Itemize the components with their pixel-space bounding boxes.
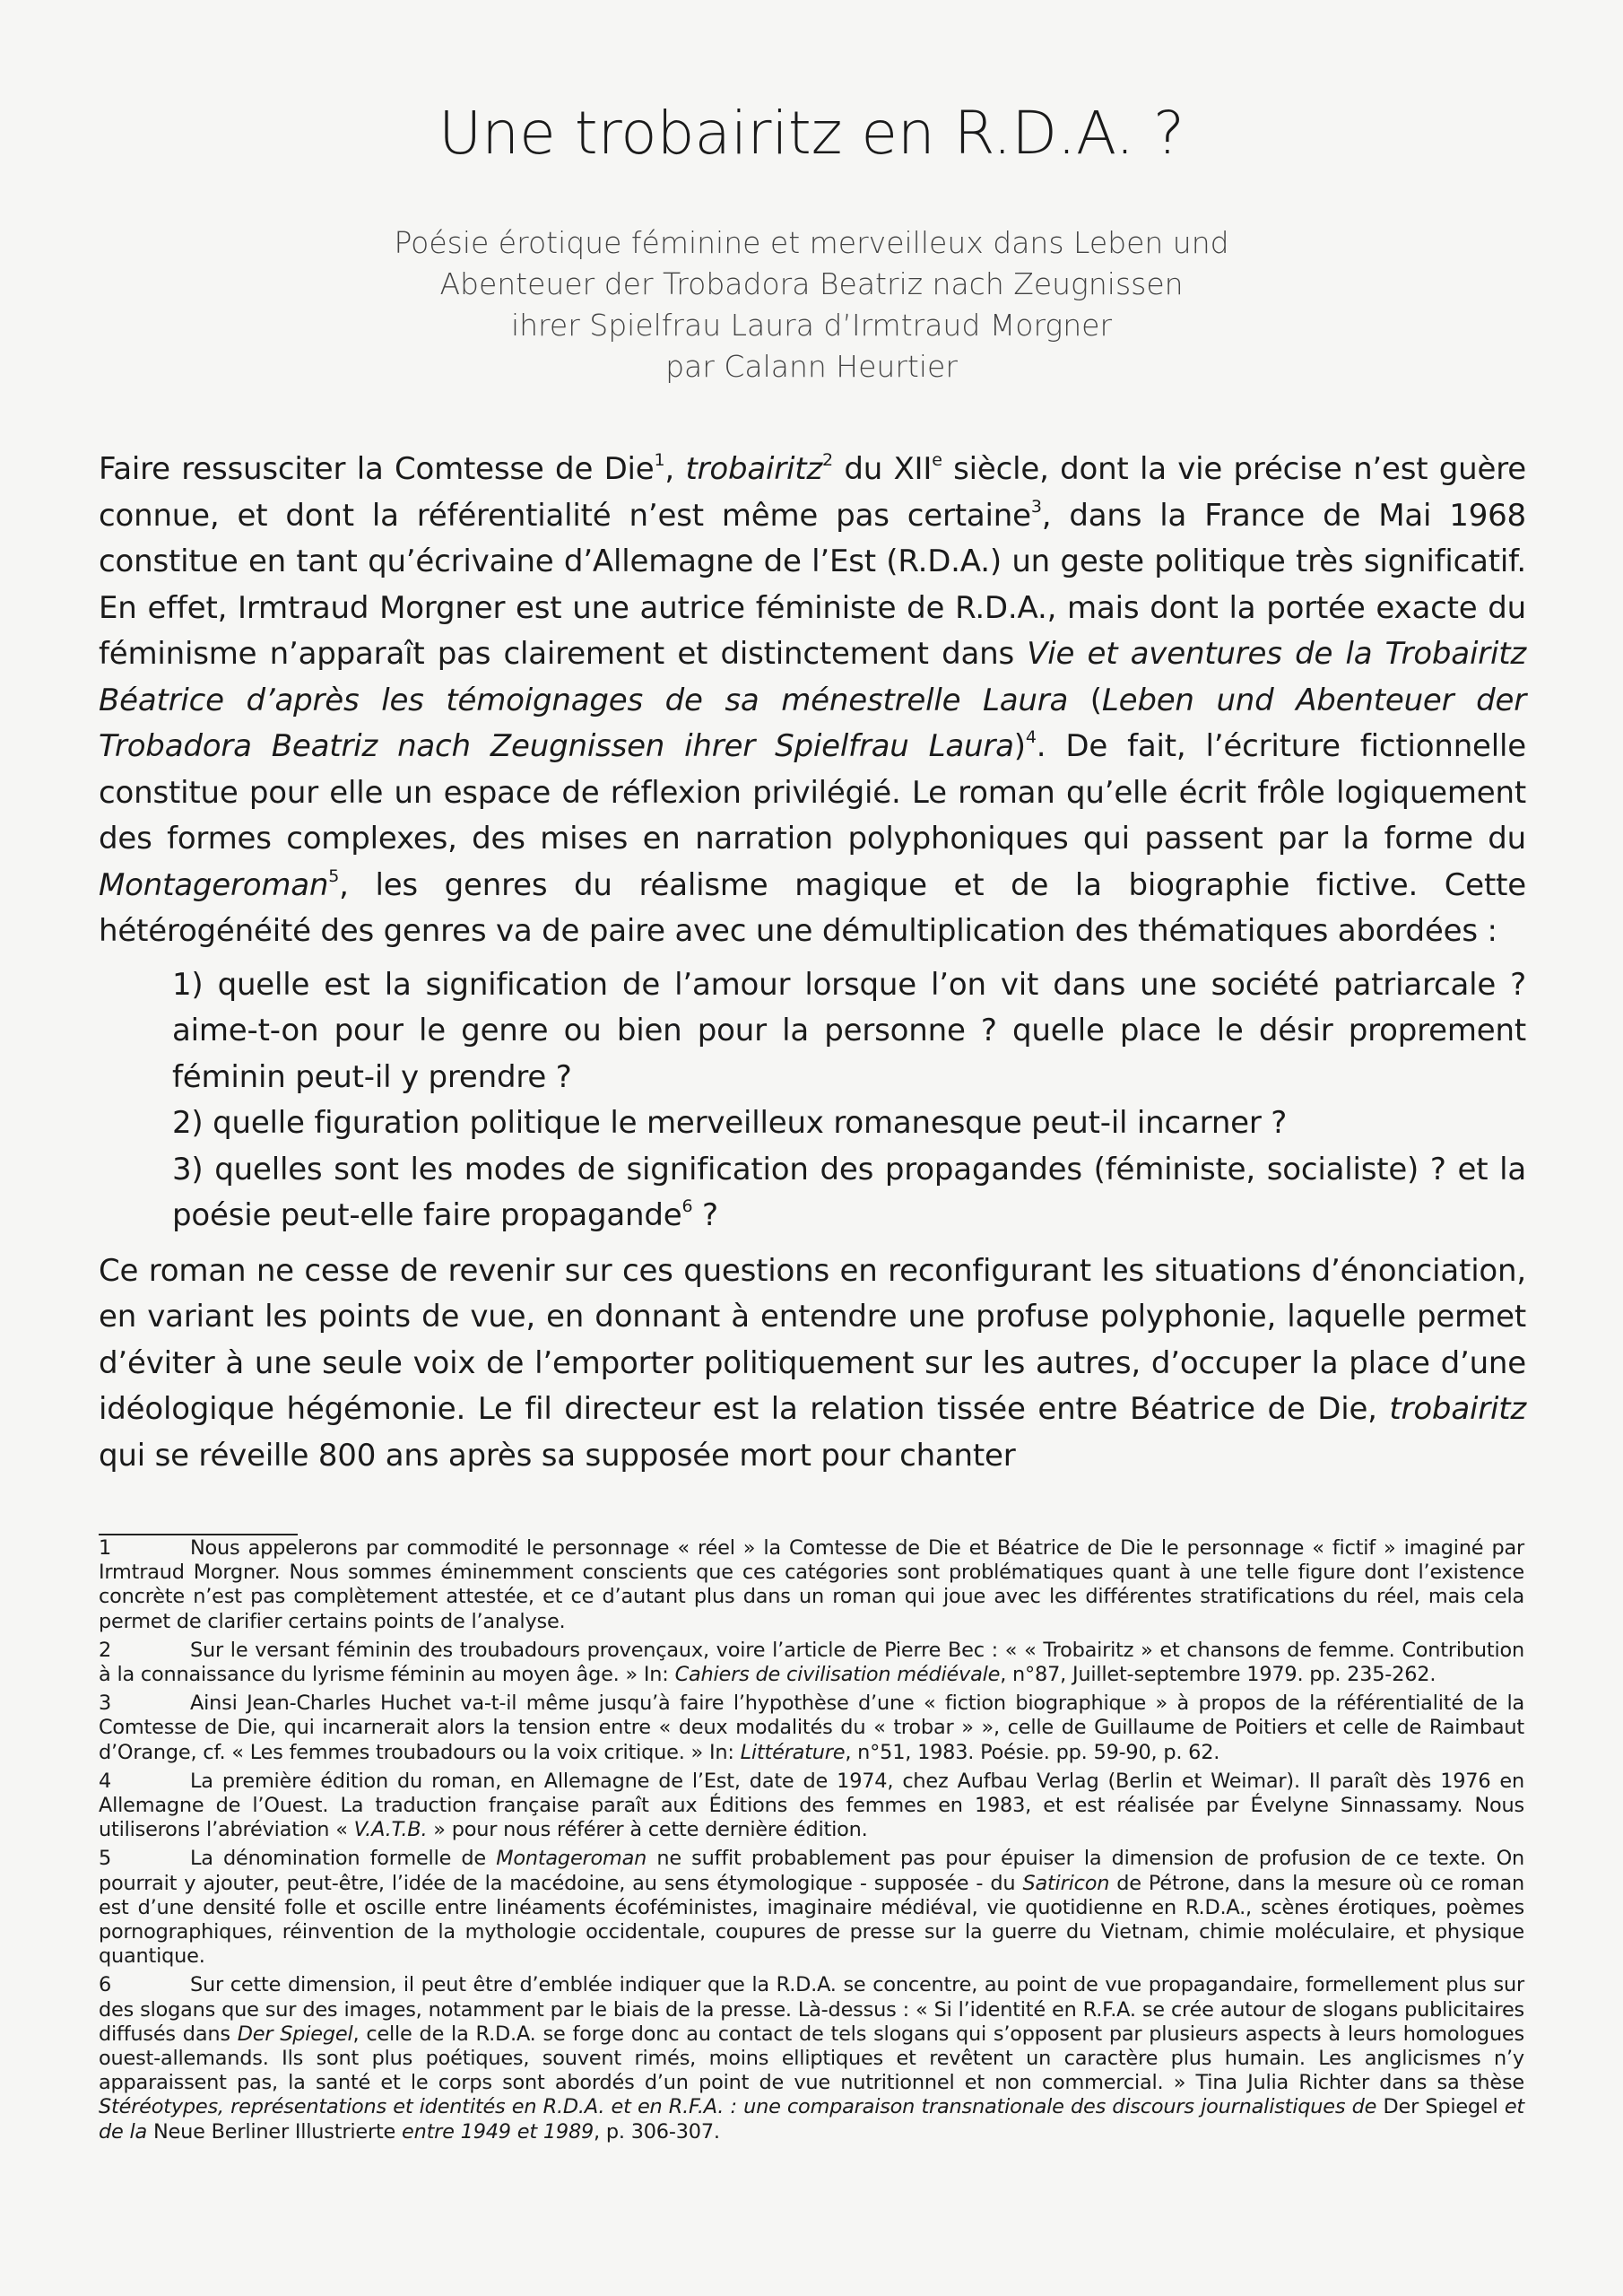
text-run: , dans la France de Mai 1968 constitue en tant qu’écrivaine d’Allemagne de l’Est (R.D.A.) un geste politique très significatif. En effet, Irmtraud Morgner est une autrice féministe de R.D.A., mais dont la portée exacte du féminisme n’apparaît pas clairement et distinctement dans	[99, 497, 1526, 672]
text-run-italic: Vie et aventures de la Trobairitz Béatrice d’après les témoignages de sa ménestrelle Laura	[99, 636, 1526, 718]
text-run-italic: trobairitz	[685, 451, 823, 487]
text-run-italic: Der Spiegel	[237, 2022, 353, 2046]
footnote-ref-4[interactable]: 4	[1025, 727, 1037, 747]
list-item: 2) quelle figuration politique le merveilleux romanesque peut-il incarner ?	[172, 1105, 1288, 1141]
article-title: Une trobairitz en R.D.A. ?	[438, 99, 1185, 168]
footnote-ref-3[interactable]: 3	[1030, 496, 1042, 517]
footnote-number: 2	[99, 1638, 112, 1662]
text-run: , celle de la R.D.A. se forge donc au contact de tels slogans qui s’opposent par plusieurs aspects à leurs homologues ouest-allemands. Ils sont plus poétiques, souvent rimés, moins elliptiques et revêtent un caractère plus humain. Les anglicismes n’y apparaissent pas, la santé et le corps sont abordés d’un point de vue nutritionnel et non commercial. » Tina Julia Richter dans sa thèse	[99, 2022, 1524, 2095]
text-run: Ce roman ne cesse de revenir sur ces questions en reconfigurant les situations d’énonciation, en variant les points de vue, en donnant à entendre une profuse polyphonie, laquelle permet d’éviter à une seule voix de l’emporter politiquement sur les autres, d’occuper la place d’une idéologique hégémonie. Le fil directeur est la relation tissée entre Béatrice de Die,	[99, 1252, 1526, 1427]
text-run: du XII	[832, 451, 933, 487]
text-run-italic: Leben und Abenteuer der Trobadora Beatriz nach Zeugnissen ihrer Spielfrau Laura	[99, 682, 1526, 764]
footnote-4	[99, 1770, 1524, 1843]
text-run: Neue Berliner Illustrierte	[147, 2119, 403, 2144]
text-run: ne suffit probablement pas pour épuiser la dimension de profusion de ce texte. On pourrait y ajouter, peut-être, l’idée de la macédoine, au sens étymologique - supposée - du	[99, 1847, 1524, 1895]
text-run-italic: Littérature	[740, 1740, 846, 1764]
footnote-ref-2[interactable]: 2	[822, 450, 833, 470]
text-run: 3) quelles sont les modes de signification des propagandes (féministe, socialiste) ? et la poésie peut-elle faire propagande	[172, 1151, 1526, 1233]
text-run: Sur cette dimension, il peut être d’emblée indiquer que la R.D.A. se concentre, au point de vue propagandaire, formellement plus sur des slogans que sur des images, notamment par le biais de la presse. Là-dessus : « Si l’identité en R.F.A. se crée autour de slogans publicitaires diffusés dans	[99, 1973, 1524, 2046]
footnotes	[99, 1536, 1524, 2149]
footnote-number: 5	[99, 1847, 112, 1871]
text-run: Ainsi Jean-Charles Huchet va-t-il même jusqu’à faire l’hypothèse d’une « fiction biographique » à propos de la référentialité de la Comtesse de Die, qui incarnerait alors la tension entre « deux modalités du « trobar » », celle de Guillaume de Poitiers et celle de Raimbaut d’Orange, cf. « Les femmes troubadours ou la voix critique. » In:	[99, 1692, 1524, 1764]
footnote-6	[99, 1973, 1524, 2144]
list-item: 1) quelle est la signification de l’amour lorsque l’on vit dans une société patriarcale ? aime-t-on pour le genre ou bien pour la personne ? quelle place le désir proprement féminin peut-il y prendre ?	[172, 966, 1526, 1095]
footnote-3	[99, 1692, 1524, 1765]
paragraph-1	[99, 447, 1526, 955]
text-run: qui se réveille 800 ans après sa supposée mort pour chanter	[99, 1437, 1016, 1474]
text-run: ,	[664, 451, 686, 487]
footnote-separator	[99, 1534, 298, 1535]
text-run: (	[1068, 682, 1102, 718]
footnote-1	[99, 1536, 1524, 1634]
text-run: siècle, dont la vie précise n’est guère connue, et dont la référentialité n’est même pas certaine	[99, 451, 1526, 534]
footnote-number: 3	[99, 1692, 112, 1716]
text-run: La première édition du roman, en Allemagne de l’Est, date de 1974, chez Aufbau Verlag (Berlin et Weimar). Il paraît dès 1976 en Allemagne de l’Ouest. La traduction française paraît aux Éditions des femmes en 1983, et est réalisée par Évelyne Sinnassamy. Nous utiliserons l’abréviation «	[99, 1769, 1524, 1842]
text-run: , les genres du réalisme magique et de la biographie fictive. Cette hétérogénéité des genres va de paire avec une démultiplication des thématiques abordées :	[99, 866, 1526, 949]
subtitle	[269, 222, 1354, 387]
paragraph-2	[99, 1248, 1526, 1480]
text-run-italic: V.A.T.B.	[353, 1818, 428, 1842]
text-run: , n°87, Juillet-septembre 1979. pp. 235-262.	[1000, 1663, 1436, 1687]
footnote-5	[99, 1847, 1524, 1969]
text-run-italic: trobairitz	[1389, 1391, 1526, 1427]
text-run-italic: Cahiers de civilisation médiévale	[674, 1663, 1001, 1687]
text-run: » pour nous référer à cette dernière édition.	[427, 1818, 868, 1842]
body-text	[99, 447, 1526, 1479]
text-run: Der Spiegel	[1376, 2095, 1505, 2119]
text-run: , n°51, 1983. Poésie. pp. 59-90, p. 62.	[845, 1740, 1220, 1764]
text-run: )	[1013, 728, 1026, 764]
text-run: ?	[692, 1197, 718, 1233]
question-list	[172, 962, 1526, 1239]
footnote-ref-6[interactable]: 6	[681, 1196, 693, 1216]
subtitle-line: Poésie érotique féminine et merveilleux dans Leben und	[394, 225, 1229, 260]
text-run-italic: entre 1949 et 1989	[402, 2119, 595, 2144]
footnote-ref-5[interactable]: 5	[328, 865, 340, 886]
subtitle-line: Abenteuer der Trobadora Beatriz nach Zeugnissen	[439, 266, 1184, 301]
list-item	[172, 1147, 1526, 1239]
footnote-ref-1[interactable]: 1	[654, 450, 665, 470]
text-run: de Pétrone, dans la mesure où ce roman est d’une densité folle et oscille entre linéaments écoféministes, imaginaire médiéval, vie quotidienne en R.D.A., scènes érotiques, poèmes pornographiques, réinvention de la mythologie occidentale, coupures de presse sur la guerre du Vietnam, chimie moléculaire, et physique quantique.	[99, 1871, 1525, 1969]
superscript-e: e	[932, 450, 942, 470]
text-run-italic: Satiricon	[1022, 1871, 1110, 1895]
text-run-italic: Stéréotypes, représentations et identités en R.D.A. et en R.F.A. : une comparaison transnationale des discours journalistiques de	[99, 2095, 1377, 2119]
text-run: Sur le versant féminin des troubadours provençaux, voire l’article de Pierre Bec : « « Trobairitz » et chansons de femme. Contribution à la connaissance du lyrisme féminin au moyen âge. » In:	[99, 1638, 1524, 1687]
text-run: . De fait, l’écriture fictionnelle constitue pour elle un espace de réflexion privilégié. Le roman qu’elle écrit frôle logiquement des formes complexes, des mises en narration polyphoniques qui passent par la forme du	[99, 728, 1526, 857]
text-run-italic: Montageroman	[99, 866, 329, 903]
text-run: Faire ressusciter la Comtesse de Die	[99, 451, 655, 487]
subtitle-line: ihrer Spielfrau Laura d’Irmtraud Morgner	[510, 308, 1113, 343]
text-run-italic: Montageroman	[496, 1847, 647, 1871]
text-run-italic: et de la	[99, 2095, 1524, 2144]
footnote-number: 4	[99, 1769, 112, 1793]
footnote-number: 1	[99, 1536, 112, 1560]
text-run: Nous appelerons par commodité le personnage « réel » la Comtesse de Die et Béatrice de Die le personnage « fictif » imaginé par Irmtraud Morgner. Nous sommes éminemment conscients que ces catégories sont problématiques quant à une telle figure dont l’existence concrète n’est pas complètement attestée, et ce d’autant plus dans un roman qui joue avec les différentes stratifications du réel, mais cela permet de clarifier certains points de l’analyse.	[99, 1536, 1524, 1633]
text-run: La dénomination formelle de	[190, 1847, 497, 1871]
footnote-number: 6	[99, 1973, 112, 1997]
text-run: , p. 306-307.	[594, 2119, 720, 2144]
author-line: par Calann Heurtier	[665, 349, 958, 384]
footnote-2	[99, 1639, 1524, 1687]
